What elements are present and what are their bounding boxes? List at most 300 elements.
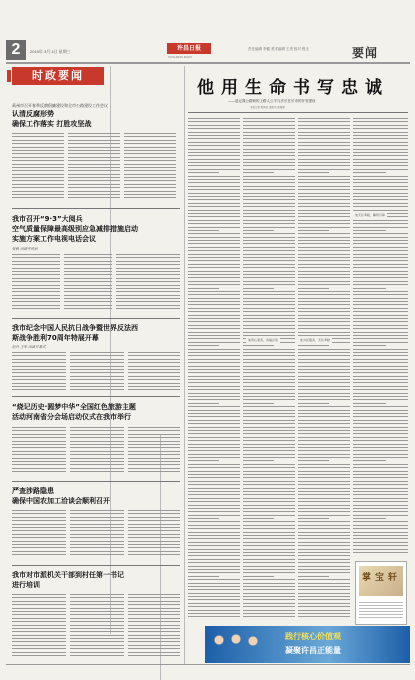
text-line [243, 145, 295, 146]
text-line [353, 182, 408, 183]
text-line [353, 321, 408, 322]
text-line [298, 545, 350, 546]
article3-body [128, 352, 180, 392]
text-line [353, 125, 408, 126]
text-line [243, 521, 295, 522]
text-line [243, 186, 295, 187]
text-line [243, 369, 295, 370]
text-line [353, 328, 408, 329]
article4-body [12, 427, 66, 477]
text-line [243, 450, 295, 451]
text-line [353, 406, 408, 407]
article2-body [148, 254, 180, 314]
text-line [188, 281, 240, 282]
text-line [298, 321, 350, 322]
text-line [298, 149, 350, 150]
text-line [243, 427, 295, 428]
text-line [298, 501, 350, 502]
text-line [243, 477, 295, 478]
text-line [188, 406, 240, 407]
text-line [353, 291, 408, 292]
text-line [298, 179, 350, 180]
text-line [298, 304, 350, 305]
text-line [188, 596, 240, 597]
text-line [298, 491, 350, 492]
article3-body [70, 352, 124, 392]
advertisement-calligraphy [355, 561, 407, 625]
ad-slogan-line1: 践行核心价值观 [285, 632, 341, 641]
text-line [188, 145, 240, 146]
text-line [298, 437, 350, 438]
text-line [298, 508, 350, 509]
text-line [298, 366, 350, 367]
text-line [353, 277, 408, 278]
text-line [188, 128, 240, 129]
article6-body [70, 594, 124, 660]
text-line [243, 440, 295, 441]
text-line [243, 233, 295, 234]
text-line [353, 471, 408, 472]
text-line [353, 325, 408, 326]
text-line [243, 538, 295, 539]
text-line [298, 599, 350, 600]
text-line [243, 403, 274, 404]
article1-title-line1: 认清反腐形势 [12, 110, 54, 118]
text-line [298, 613, 350, 614]
text-line [243, 321, 295, 322]
text-line [298, 399, 350, 400]
text-line [353, 176, 408, 177]
ad-character: 轩 [388, 573, 398, 583]
text-line [353, 138, 408, 139]
text-line [243, 274, 295, 275]
text-line [243, 410, 295, 411]
text-line [298, 427, 350, 428]
feature-rule [188, 112, 408, 113]
text-line [188, 321, 240, 322]
text-line [243, 210, 295, 211]
text-line [298, 579, 350, 580]
text-line [298, 132, 350, 133]
text-line [188, 247, 240, 248]
text-line [353, 393, 408, 394]
text-line [353, 525, 408, 526]
text-line [188, 416, 240, 417]
feature-subhead: 他无私奉献，鞠躬尽瘁 [355, 213, 386, 217]
text-line [243, 247, 295, 248]
text-line [243, 264, 295, 265]
text-line [243, 155, 295, 156]
text-line [243, 467, 295, 468]
text-line [353, 257, 408, 258]
text-line [298, 298, 350, 299]
text-line [353, 501, 408, 502]
text-line [243, 165, 295, 166]
text-line [353, 518, 386, 519]
text-line [243, 189, 295, 190]
text-line [188, 366, 240, 367]
text-line [298, 227, 350, 228]
text-line [353, 352, 408, 353]
text-line [298, 606, 350, 607]
article4-body [128, 427, 180, 477]
text-line [188, 399, 240, 400]
article6-body [12, 594, 66, 660]
text-line [243, 416, 295, 417]
text-line [353, 250, 408, 251]
text-line [353, 386, 408, 387]
text-line [298, 359, 350, 360]
text-line [243, 515, 295, 516]
text-line [353, 149, 408, 150]
text-line [353, 369, 408, 370]
article6-title-line1: 我市对市派机关干部到村任第一书记 [12, 571, 124, 579]
text-line [298, 460, 329, 461]
text-line [298, 349, 350, 350]
text-line [353, 521, 408, 522]
text-line [188, 376, 240, 377]
text-line [298, 243, 350, 244]
article-separator [12, 318, 180, 319]
text-line [353, 254, 408, 255]
text-line [353, 464, 408, 465]
text-line [243, 555, 295, 556]
text-line [298, 467, 350, 468]
text-line [298, 189, 350, 190]
article3-title-line1: 我市纪念中国人民抗日战争暨世界反法西 [12, 324, 138, 332]
text-line [353, 301, 408, 302]
text-line [243, 243, 295, 244]
text-line [188, 118, 240, 119]
feature-body-col4 [353, 118, 408, 558]
text-line [353, 345, 386, 346]
text-line [353, 467, 408, 468]
text-line [243, 579, 295, 580]
text-line [243, 281, 295, 282]
text-line [243, 128, 295, 129]
text-line [188, 450, 240, 451]
text-line [243, 237, 295, 238]
page-number: 2 [6, 40, 26, 60]
text-line [298, 576, 329, 577]
text-line [188, 121, 240, 122]
text-line [243, 596, 295, 597]
text-line [298, 484, 350, 485]
footer-rule [6, 664, 410, 665]
text-line [243, 162, 295, 163]
text-line [353, 179, 408, 180]
text-line [243, 284, 295, 285]
text-line [188, 325, 240, 326]
text-line [243, 501, 295, 502]
text-line [188, 271, 240, 272]
text-line [188, 162, 240, 163]
text-line [353, 315, 408, 316]
text-line [188, 481, 240, 482]
article2-body [12, 254, 60, 314]
text-line [243, 603, 295, 604]
article4-title-line2: 活动河南省分会场启动仪式在我市举行 [12, 413, 131, 421]
text-line [298, 155, 350, 156]
text-line [188, 508, 240, 509]
text-line [243, 172, 274, 173]
text-line [298, 203, 350, 204]
text-line [243, 593, 295, 594]
text-line [353, 481, 408, 482]
text-line [353, 447, 408, 448]
text-line [243, 552, 295, 553]
text-line [188, 454, 240, 455]
text-line [188, 552, 240, 553]
text-line [353, 169, 408, 170]
text-line [243, 359, 295, 360]
header-rule [6, 62, 410, 64]
text-line [298, 515, 350, 516]
text-line [353, 152, 408, 153]
text-line [353, 372, 408, 373]
text-line [188, 393, 240, 394]
text-line [243, 159, 295, 160]
text-line [298, 165, 350, 166]
text-line [243, 308, 295, 309]
article2-subtitle: 张毅 出席并讲话 [12, 247, 38, 251]
text-line [188, 338, 240, 339]
text-line [243, 498, 295, 499]
text-line [353, 532, 408, 533]
text-line [243, 267, 295, 268]
text-line [188, 308, 240, 309]
text-line [298, 315, 350, 316]
text-line [188, 159, 240, 160]
text-line [243, 454, 295, 455]
text-line [298, 596, 350, 597]
text-line [353, 342, 408, 343]
text-line [298, 549, 350, 550]
text-line [188, 355, 240, 356]
article5-body [70, 510, 124, 560]
text-line [353, 165, 408, 166]
text-line [298, 474, 350, 475]
feature-byline: 本报记者 郭鸿业 通讯员 张春雷 [250, 106, 285, 109]
text-line [188, 210, 240, 211]
text-line [188, 572, 240, 573]
article-separator [12, 208, 180, 209]
text-line [353, 416, 408, 417]
text-line [298, 196, 350, 197]
text-line [188, 440, 240, 441]
text-line [353, 304, 408, 305]
text-line [353, 440, 408, 441]
text-line [243, 413, 295, 414]
text-line [243, 311, 295, 312]
text-line [188, 379, 240, 380]
article5-body [128, 510, 180, 560]
text-line [188, 315, 240, 316]
text-line [353, 243, 408, 244]
text-line [243, 566, 295, 567]
text-line [243, 335, 295, 336]
text-line [188, 267, 240, 268]
text-line [188, 318, 240, 319]
text-line [353, 545, 408, 546]
text-line [243, 196, 295, 197]
text-line [298, 447, 350, 448]
text-line [298, 159, 350, 160]
text-line [188, 372, 240, 373]
text-line [298, 505, 350, 506]
text-line [243, 437, 295, 438]
text-line [243, 562, 295, 563]
text-line [188, 586, 240, 587]
text-line [188, 176, 240, 177]
article1-kicker: 禹州市召开春季反腐倡廉建设和全市公路建设工作会议 [12, 103, 108, 108]
text-line [353, 549, 408, 550]
text-line [243, 203, 295, 204]
text-line [243, 559, 295, 560]
text-line [188, 610, 240, 611]
text-line [188, 457, 240, 458]
text-line [298, 477, 350, 478]
text-line [243, 382, 295, 383]
text-line [243, 345, 274, 346]
text-line [353, 382, 408, 383]
text-line [188, 389, 240, 390]
text-line [243, 169, 295, 170]
article-separator [12, 481, 180, 482]
text-line [298, 210, 350, 211]
article2-title-line3: 实施方案工作电视电话会议 [12, 235, 96, 243]
text-line [298, 355, 350, 356]
text-line [188, 223, 240, 224]
text-line [188, 471, 240, 472]
text-line [298, 454, 350, 455]
text-line [353, 264, 408, 265]
text-line [298, 423, 350, 424]
article5-title-line2: 确保中国农加工洽谈会顺利召开 [12, 497, 110, 505]
text-line [243, 511, 295, 512]
text-line [298, 494, 350, 495]
text-line [243, 528, 295, 529]
text-line [188, 260, 240, 261]
text-line [188, 165, 240, 166]
text-line [298, 420, 350, 421]
text-line [188, 288, 219, 289]
text-line [188, 447, 240, 448]
text-line [243, 149, 295, 150]
text-line [243, 525, 295, 526]
text-line [298, 301, 350, 302]
text-line [353, 457, 408, 458]
text-line [298, 135, 350, 136]
text-line [353, 237, 408, 238]
article1-body [124, 133, 176, 203]
article5-title-line1: 严查涉路隐患 [12, 487, 54, 495]
text-line [243, 199, 295, 200]
text-line [298, 403, 329, 404]
text-line [243, 125, 295, 126]
text-line [243, 227, 295, 228]
text-line [188, 583, 240, 584]
text-line [188, 423, 240, 424]
text-line [188, 528, 240, 529]
text-line [188, 172, 219, 173]
text-line [243, 325, 295, 326]
section-title: 要闻 [352, 46, 379, 60]
text-line [298, 118, 350, 119]
text-line [188, 532, 240, 533]
text-line [243, 254, 295, 255]
article2-title-line1: 我市召开“9·3”大阅兵 [12, 215, 83, 223]
text-line [353, 230, 386, 231]
text-line [353, 162, 408, 163]
text-line [243, 545, 295, 546]
text-line [353, 335, 408, 336]
text-line [298, 152, 350, 153]
article-separator [12, 396, 180, 397]
text-line [243, 294, 295, 295]
text-line [298, 138, 350, 139]
text-line [353, 240, 408, 241]
text-line [188, 562, 240, 563]
text-line [298, 532, 350, 533]
text-line [298, 511, 350, 512]
text-line [298, 311, 350, 312]
text-line [188, 291, 240, 292]
text-line [298, 318, 350, 319]
text-line [243, 352, 295, 353]
text-line [243, 318, 295, 319]
ad-character: 宝 [375, 573, 385, 583]
text-line [188, 518, 219, 519]
ad-character: 掌 [362, 573, 372, 583]
text-line [353, 515, 408, 516]
text-line [298, 199, 350, 200]
text-line [188, 494, 240, 495]
text-line [298, 216, 350, 217]
feature-body-col3 [298, 118, 350, 623]
text-line [298, 488, 350, 489]
text-line [298, 379, 350, 380]
text-line [298, 559, 350, 560]
text-line [298, 274, 350, 275]
text-line [188, 203, 240, 204]
text-line [188, 335, 240, 336]
text-line [298, 233, 350, 234]
text-line [243, 193, 295, 194]
text-line [298, 603, 350, 604]
text-line [188, 328, 240, 329]
text-line [243, 589, 295, 590]
text-line [188, 474, 240, 475]
text-line [298, 555, 350, 556]
text-line [353, 355, 408, 356]
text-line [353, 511, 408, 512]
text-line [298, 142, 350, 143]
text-line [353, 210, 408, 211]
feature-headline: 他用生命书写忠诚 [197, 78, 389, 98]
feature-subhead: 他为民服务，无私奉献 [300, 338, 331, 342]
text-line [298, 518, 329, 519]
text-line [353, 494, 408, 495]
text-line [243, 491, 295, 492]
text-line [353, 247, 408, 248]
text-line [188, 444, 240, 445]
text-line [298, 362, 350, 363]
text-line [243, 138, 295, 139]
text-line [353, 396, 408, 397]
text-line [353, 142, 408, 143]
text-line [188, 250, 240, 251]
